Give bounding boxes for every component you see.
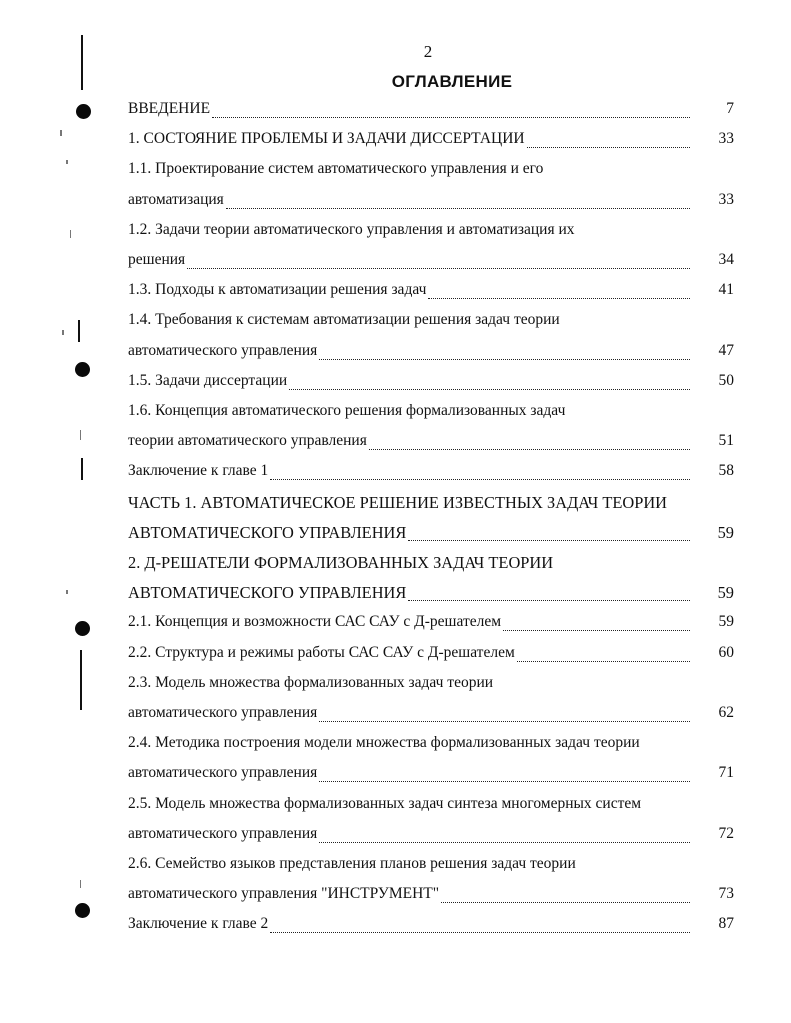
toc-entry-text: 2. Д-РЕШАТЕЛИ ФОРМАЛИЗОВАННЫХ ЗАДАЧ ТЕОРИИ: [128, 553, 554, 572]
binding-line: [80, 650, 82, 710]
toc-entry-text: 1.4. Требования к системам автоматизации решения задач теории: [128, 311, 560, 329]
toc-entry: [128, 432, 734, 456]
toc-entry: [128, 221, 734, 245]
toc-entry-page: 58: [718, 462, 734, 480]
toc-entry-text: ВВЕДЕНИЕ: [128, 100, 211, 117]
toc-entry: [128, 764, 734, 788]
toc-entry: [128, 734, 734, 758]
toc-entry-text: Заключение к главе 1: [128, 462, 269, 480]
scan-speck: [66, 160, 68, 164]
toc-entry-text: Заключение к главе 2: [128, 915, 269, 933]
scan-speck: [60, 130, 62, 136]
toc-entry: [128, 372, 734, 396]
toc-entry-page: 60: [718, 643, 734, 661]
dot-leader: [319, 780, 690, 782]
scan-speck: [80, 880, 81, 888]
toc-entry-text: 1. СОСТОЯНИЕ ПРОБЛЕМЫ И ЗАДАЧИ ДИССЕРТАЦИИ: [128, 130, 525, 148]
dot-leader: [289, 388, 690, 390]
toc-entry: [128, 130, 734, 154]
toc-entry: [128, 644, 734, 668]
page-number: 2: [423, 42, 433, 61]
toc-entry: [128, 523, 734, 547]
dot-leader: [226, 207, 690, 209]
toc-entry-page: 72: [718, 824, 734, 842]
toc-entry-text: ЧАСТЬ 1. АВТОМАТИЧЕСКОЕ РЕШЕНИЕ ИЗВЕСТНЫХ ЗАДАЧ ТЕОРИИ: [128, 492, 668, 512]
dot-leader: [441, 901, 690, 903]
toc-entry: [128, 915, 734, 939]
toc-entry: [128, 281, 734, 305]
toc-entry-text: автоматизация: [128, 190, 224, 208]
toc-entry-page: 50: [718, 371, 734, 389]
dot-leader: [319, 720, 690, 722]
toc-entry: [128, 342, 734, 366]
toc-entry-page: 73: [718, 885, 734, 903]
toc-entry-text: АВТОМАТИЧЕСКОГО УПРАВЛЕНИЯ: [128, 522, 407, 542]
toc-entry: [128, 402, 734, 426]
dot-leader: [408, 539, 690, 541]
toc-entry-page: 47: [718, 341, 734, 359]
scan-speck: [62, 330, 64, 335]
toc-entry-text: 1.3. Подходы к автоматизации решения задач: [128, 281, 427, 299]
toc-entry-page: 7: [726, 100, 734, 117]
toc-entry-text: 1.2. Задачи теории автоматического управления и автоматизация их: [128, 220, 575, 238]
toc-entry: [128, 795, 734, 819]
punch-hole: [76, 104, 91, 119]
toc-entry: [128, 493, 734, 517]
toc-entry: [128, 674, 734, 698]
toc-entry-text: автоматического управления: [128, 764, 318, 782]
toc-entry-page: 87: [718, 915, 734, 933]
dot-leader: [319, 358, 690, 360]
toc-entry-text: 2.2. Структура и режимы работы САС САУ с Д-решателем: [128, 643, 515, 661]
dot-leader: [212, 116, 690, 118]
toc-entry-text: 2.4. Методика построения модели множества формализованных задач теории: [128, 734, 640, 752]
toc-entry-text: 1.1. Проектирование систем автоматического управления и его: [128, 160, 544, 178]
toc-entry: [128, 613, 734, 637]
dot-leader: [527, 146, 690, 148]
toc-entry-page: 34: [718, 251, 734, 268]
punch-hole: [75, 621, 90, 636]
toc-entry-text: теории автоматического управления: [128, 432, 367, 450]
toc-entry-text: 1.6. Концепция автоматического решения формализованных задач: [128, 402, 566, 419]
dot-leader: [517, 660, 690, 662]
toc-entry-page: 59: [717, 583, 734, 603]
page-title: ОГЛАВЛЕНИЕ: [391, 72, 513, 91]
toc-entry-page: 41: [718, 281, 734, 299]
toc-entry-text: автоматического управления: [128, 341, 318, 359]
toc-entry-page: 51: [718, 432, 734, 450]
toc-entry: [128, 191, 734, 215]
scan-speck: [80, 430, 81, 440]
punch-hole: [75, 903, 90, 918]
toc-entry: [128, 100, 734, 124]
toc-entry: [128, 885, 734, 909]
binding-line: [81, 35, 83, 90]
toc-entry-page: 33: [718, 130, 734, 148]
toc-entry: [128, 160, 734, 184]
toc-entry: [128, 462, 734, 486]
toc-entry-text: 1.5. Задачи диссертации: [128, 371, 288, 389]
punch-hole: [75, 362, 90, 377]
scan-speck: [70, 230, 71, 238]
toc-entry-text: 2.5. Модель множества формализованных задач синтеза многомерных систем: [128, 794, 642, 812]
toc-entry: [128, 704, 734, 728]
toc-entry-text: 2.1. Концепция и возможности САС САУ с Д-решателем: [128, 613, 502, 631]
toc-entry-page: 62: [718, 704, 734, 721]
toc-entry-page: 59: [717, 522, 734, 542]
toc-entry-page: 71: [718, 764, 734, 782]
toc-entry: [128, 583, 734, 607]
toc-entry: [128, 855, 734, 879]
toc-entry: [128, 825, 734, 849]
binding-line: [81, 458, 83, 480]
toc-entry-text: 2.6. Семейство языков представления планов решения задач теории: [128, 855, 576, 872]
dot-leader: [319, 841, 690, 843]
toc-entry: [128, 251, 734, 275]
toc-entry-text: 2.3. Модель множества формализованных задач теории: [128, 673, 494, 691]
dot-leader: [408, 599, 690, 601]
dot-leader: [428, 297, 690, 299]
toc-entry-text: автоматического управления: [128, 824, 318, 842]
dot-leader: [270, 478, 690, 480]
toc-entry-page: 33: [718, 190, 734, 208]
toc-entry-text: автоматического управления "ИНСТРУМЕНТ": [128, 885, 440, 903]
toc-entry: [128, 553, 734, 577]
toc-entry-page: 59: [718, 613, 734, 631]
toc-entry-text: АВТОМАТИЧЕСКОГО УПРАВЛЕНИЯ: [128, 583, 407, 603]
toc-entry-text: автоматического управления: [128, 704, 318, 721]
scan-speck: [66, 590, 68, 594]
dot-leader: [503, 629, 690, 631]
binding-line: [78, 320, 80, 342]
dot-leader: [369, 448, 690, 450]
toc-entry: [128, 311, 734, 335]
dot-leader: [270, 931, 690, 933]
dot-leader: [187, 267, 690, 269]
toc-entry-text: решения: [128, 251, 186, 268]
